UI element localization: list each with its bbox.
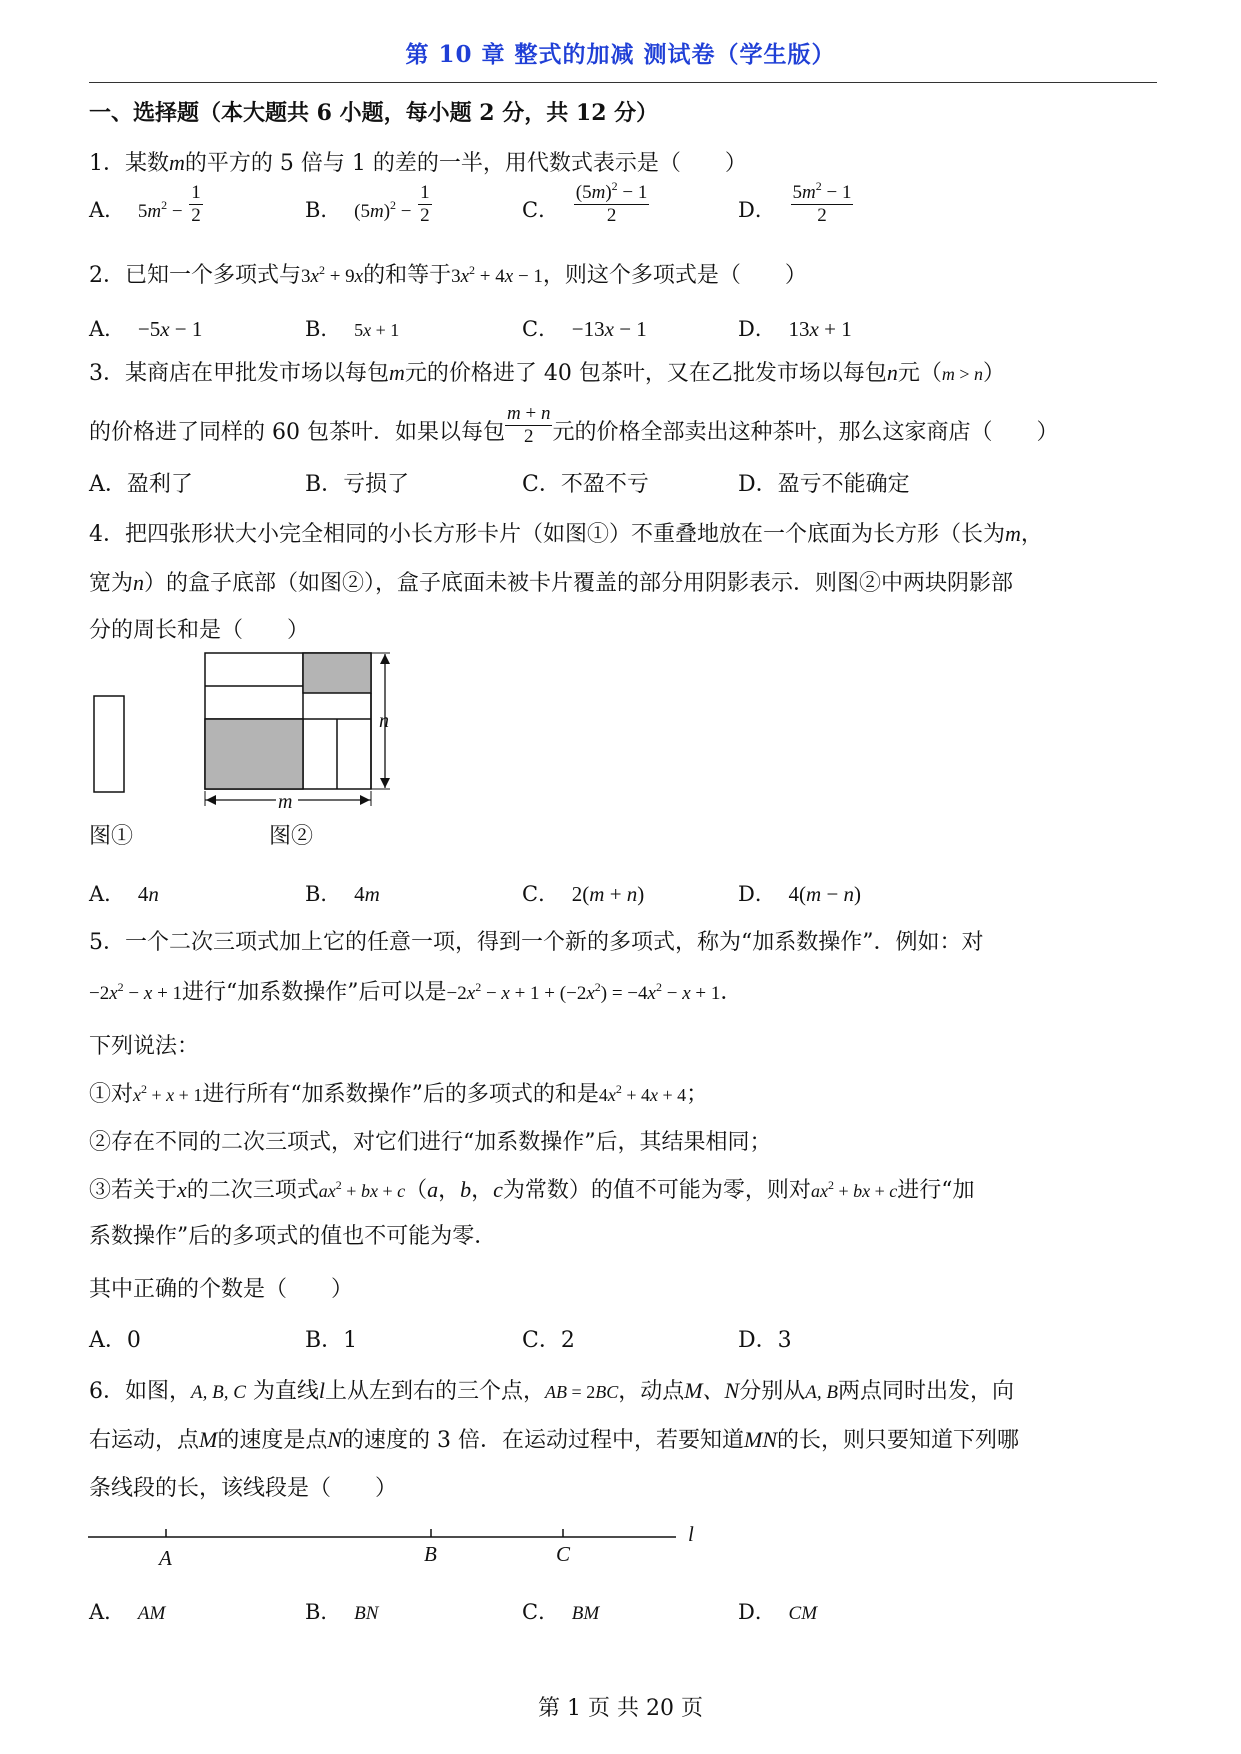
q6-var-mn: M、N [684, 1378, 740, 1403]
q5-statement-3: ③若关于x的二次三项式$ax^2$ + bx + c（a，b，c为常数）的值不可能为零，则对$ax^2$ + bx + c进行“加 [89, 1177, 975, 1203]
fig2-caption: 图② [269, 824, 314, 849]
question-3-line-2: 的价格进了同样的 60 包茶叶．如果以每包 $\frac{m + n}{2}$ 元的价格全部卖出这种茶叶，那么这家商店（ ） [89, 402, 1059, 447]
q4-option-b[interactable]: B． 4m [305, 882, 380, 906]
q4-text-a: 4．把四张形状大小完全相同的小长方形卡片（如图①）不重叠地放在一个底面为长方形（长为 [89, 522, 1006, 547]
q3-var-n: n [886, 360, 898, 385]
q5-s3-text-c: （ [405, 1178, 428, 1203]
q5-option-c[interactable]: C．2 [522, 1328, 575, 1353]
option-label: C． [522, 882, 560, 906]
q3-option-d[interactable]: D．盈亏不能确定 [738, 472, 910, 497]
q2-text-a: 2．已知一个多项式与 [89, 263, 301, 288]
question-6-line-3: 条线段的长，该线段是（ ） [89, 1476, 398, 1501]
q2-option-a[interactable]: A． −5x − 1 [89, 317, 203, 341]
q4-var-m: m [1005, 521, 1021, 546]
q2-option-d[interactable]: D． 13x + 1 [738, 317, 852, 341]
question-3-line-1: 3．某商店在甲批发市场以每包m元的价格进了 40 包茶叶，又在乙批发市场以每包n元（m > n） [89, 360, 1006, 386]
option-value: AM [137, 1603, 166, 1624]
q3-text-b: 元的价格进了 40 包茶叶，又在乙批发市场以每包 [404, 361, 887, 386]
fig2-shade-top [303, 653, 371, 693]
fig2-shade-bottom [205, 719, 303, 789]
q5-option-d[interactable]: D．3 [738, 1328, 792, 1353]
question-6-line-1: 6．如图，A, B, C 为直线l上从左到右的三个点，AB = 2BC，动点M、N分别从A, B两点同时出发，向 [89, 1378, 1014, 1404]
option-label: B． [305, 882, 342, 906]
q5-statement-1: ①对$x^2 + x + 1$进行所有“加系数操作”后的多项式的和是$4x^2 + 4x + 4$； [89, 1082, 709, 1107]
point-b-label: B [424, 1542, 437, 1566]
q5-var-x: x [177, 1177, 187, 1202]
option-label: A． [89, 317, 126, 341]
option-label: A． [89, 1600, 126, 1624]
option-label: D． [738, 1600, 776, 1624]
page-title: 第 10 章 整式的加减 测试卷（学生版） [405, 41, 836, 68]
q3-option-c[interactable]: C．不盈不亏 [522, 472, 649, 497]
q5-s3-text-a: ③若关于 [89, 1178, 178, 1203]
question-4-line-2 [89, 568, 1013, 599]
q6-text-a: 6．如图， [89, 1379, 191, 1404]
option-label: D． [738, 317, 776, 341]
q6-text-c: 上从左到右的三个点， [325, 1379, 546, 1404]
option-label: B． [305, 1600, 342, 1624]
option-label: B． [305, 198, 342, 222]
q6-text-e: 分别从 [739, 1379, 806, 1404]
option-label: B． [305, 317, 342, 341]
option-label: D． [738, 882, 776, 906]
q2-option-c[interactable]: C． −13x − 1 [522, 317, 647, 341]
q3-text-d: ） [983, 361, 1006, 386]
q4-text-d: ）的盒子底部（如图②），盒子底面未被卡片覆盖的部分用阴影表示．则图②中两块阴影部 [144, 571, 1014, 596]
q5-s1-text-b: 进行所有“加系数操作”后的多项式的和是 [202, 1082, 599, 1107]
q5-text-a: 进行“加系数操作”后可以是 [182, 980, 447, 1005]
q1-option-a[interactable]: A． $5m^2$ − $\frac{1}{2}$ [89, 182, 201, 226]
q4-figures [80, 650, 440, 825]
q6-var-MN: MN [744, 1427, 778, 1452]
q4-var-n: n [133, 570, 145, 595]
fig1-card [94, 696, 124, 792]
q1-text-a: 1．某数 [89, 151, 169, 176]
q5-s3-text-b: 的二次三项式 [186, 1178, 319, 1203]
q2-text-b: 的和等于 [363, 263, 452, 288]
page-footer: 第 1 页 共 20 页 [538, 1696, 703, 1721]
line-l-label: l [688, 1522, 694, 1546]
q6-text-d: ，动点 [618, 1379, 685, 1404]
q6-var-n: N [327, 1427, 343, 1452]
q3-option-a[interactable]: A．盈利了 [89, 472, 193, 497]
q6-text-i: 的速度的 3 倍．在运动过程中，若要知道 [342, 1428, 745, 1453]
q3-text-e: 的价格进了同样的 60 包茶叶．如果以每包 [89, 420, 505, 445]
option-value: BN [354, 1603, 379, 1624]
q6-text-h: 的速度是点 [217, 1428, 328, 1453]
fig-label-n: n [379, 710, 389, 732]
q2-text-c: ，则这个多项式是（ ） [542, 263, 807, 288]
q6-var-m: M [199, 1427, 218, 1452]
q6-number-line [80, 1515, 720, 1575]
q5-statement-3-cont: 系数操作”后的多项式的值也不可能为零． [89, 1224, 497, 1249]
q3-var-m: m [389, 360, 405, 385]
option-value: BM [571, 1603, 600, 1624]
q3-text-c: 元（ [897, 361, 942, 386]
q6-var-l: l [318, 1378, 326, 1403]
q6-option-c[interactable] [522, 1596, 599, 1626]
point-c-label: C [556, 1542, 571, 1566]
q1-text-b: 的平方的 5 倍与 1 的差的一半，用代数式表示是（ ） [184, 151, 747, 176]
q6-option-a[interactable] [89, 1596, 165, 1626]
q6-text-j: 的长，则只要知道下列哪 [777, 1428, 1020, 1453]
q6-option-b[interactable] [305, 1596, 378, 1626]
question-4-line-3: 分的周长和是（ ） [89, 618, 310, 643]
option-label: C． [522, 1600, 560, 1624]
q1-option-b[interactable]: B． $(5m)^2$ − $\frac{1}{2}$ [305, 182, 430, 226]
q5-statement-2: ②存在不同的二次三项式，对它们进行“加系数操作”后，其结果相同； [89, 1130, 772, 1155]
q5-option-b[interactable]: B．1 [305, 1328, 358, 1353]
q4-text-b: ， [1020, 522, 1043, 547]
q3-option-b[interactable]: B．亏损了 [305, 472, 410, 497]
section-heading: 一、选择题（本大题共 6 小题，每小题 2 分，共 12 分） [89, 100, 659, 126]
question-2-stem: 2．已知一个多项式与$3x^2 + 9x$的和等于$3x^2 + 4x - 1$，则这个多项式是（ ） [89, 263, 807, 288]
q5-question: 其中正确的个数是（ ） [89, 1277, 354, 1302]
question-4-line-1 [89, 519, 1043, 550]
option-label: C． [522, 317, 560, 341]
q6-text-g: 右运动，点 [89, 1428, 200, 1453]
q5-s1-text-c: ； [686, 1082, 709, 1107]
q1-var-m: m [169, 150, 185, 175]
q3-text-a: 3．某商店在甲批发市场以每包 [89, 361, 389, 386]
question-5-line-1: 5．一个二次三项式加上它的任意一项，得到一个新的多项式，称为“加系数操作”．例如：对 [89, 930, 984, 955]
point-a-label: A [159, 1546, 172, 1570]
fig1-caption: 图① [89, 824, 134, 849]
q5-option-a[interactable]: A．0 [89, 1328, 141, 1353]
q5-s3-text-e: 进行“加 [897, 1178, 975, 1203]
question-5-line-2: $-2x^2 - x + 1$进行“加系数操作”后可以是$-2x^2 - x + 1 + (-2x^2) = -4x^2 - x + 1$． [89, 980, 743, 1005]
question-1-stem [89, 148, 747, 179]
header-divider [89, 82, 1157, 83]
q4-option-d[interactable]: D． 4(m − n) [738, 882, 862, 906]
q1-option-c[interactable]: C． $\frac{(5m)^2 - 1}{2}$ [522, 179, 648, 226]
q4-option-a[interactable]: A． 4n [89, 882, 159, 906]
option-label: A． [89, 882, 126, 906]
q1-option-d[interactable]: D． $\frac{5m^2 - 1}{2}$ [738, 179, 852, 226]
q3-text-f: 元的价格全部卖出这种茶叶，那么这家商店（ ） [552, 420, 1059, 445]
fig-label-m: m [278, 791, 293, 813]
q6-text-f: 两点同时出发，向 [837, 1379, 1014, 1404]
option-value: CM [788, 1603, 818, 1624]
q6-text-b: 为直线 [252, 1379, 319, 1404]
q5-s1-text-a: ①对 [89, 1082, 134, 1107]
question-6-line-2 [89, 1425, 1019, 1456]
option-label: A． [89, 198, 126, 222]
q5-s3-text-d: 为常数）的值不可能为零，则对 [502, 1178, 811, 1203]
q6-option-d[interactable] [738, 1596, 817, 1626]
q2-option-b[interactable]: B． 5x + 1 [305, 317, 400, 341]
option-label: D． [738, 198, 776, 222]
q4-option-c[interactable]: C． 2(m + n) [522, 882, 645, 906]
option-label: C． [522, 198, 560, 222]
q5-statements-heading: 下列说法： [89, 1034, 200, 1059]
q4-text-c: 宽为 [89, 571, 134, 596]
